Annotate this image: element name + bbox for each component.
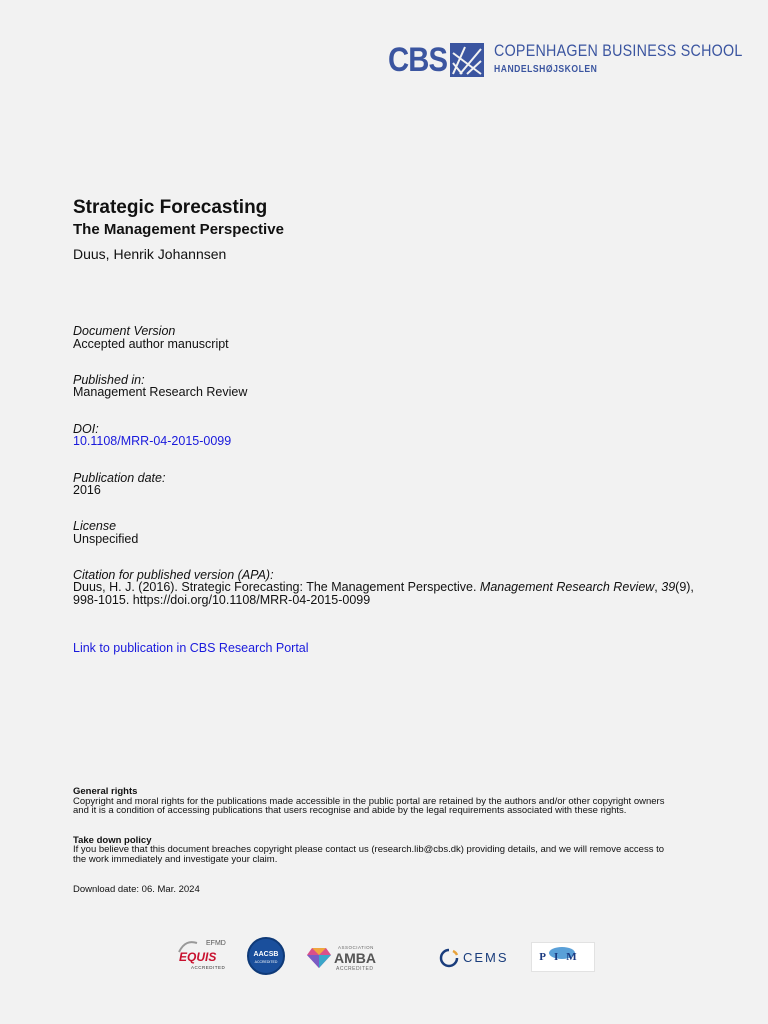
cbs-emblem-icon <box>450 43 484 77</box>
equis-efmd: EFMD <box>206 940 226 947</box>
general-rights-heading: General rights <box>73 786 138 797</box>
school-name: COPENHAGEN BUSINESS SCHOOL <box>494 41 743 60</box>
citation-line2: 998-1015. https://doi.org/10.1108/MRR-04-2015-0099 <box>73 593 371 607</box>
publication-date-value: 2016 <box>73 483 101 497</box>
download-date: Download date: 06. Mar. 2024 <box>73 884 200 895</box>
doi-label: DOI: <box>73 422 99 436</box>
takedown-line1: If you believe that this document breaches copyright please contact us (research.lib@cbs.dk) providing details, and we will remove access to <box>73 844 665 855</box>
citation-separator: , <box>654 580 662 594</box>
aacsb-logo <box>247 937 285 975</box>
published-in-value: Management Research Review <box>73 385 248 399</box>
cems-ring-icon <box>438 947 460 969</box>
equis-accredited: ACCREDITED <box>191 965 226 970</box>
logo-mark: CBS <box>388 41 448 79</box>
citation-text: Duus, H. J. (2016). Strategic Forecasting: The Management Perspective. <box>73 580 480 594</box>
amba-association: ASSOCIATION <box>338 945 374 950</box>
aacsb-accredited: ACCREDITED <box>254 960 278 964</box>
general-rights-line2: and it is a condition of accessing publications that users recognise and abide by the legal requirements associated with these rights. <box>73 805 627 816</box>
published-in-label: Published in: <box>73 373 145 387</box>
aacsb-text: AACSB <box>253 951 279 958</box>
pim-logo <box>531 942 595 972</box>
citation-journal: Management Research Review <box>479 580 655 594</box>
amba-gem-icon <box>306 947 332 969</box>
doi-link[interactable]: 10.1108/MRR-04-2015-0099 <box>73 434 232 448</box>
cems-text: CEMS <box>463 950 509 965</box>
citation-issue: (9), <box>675 580 694 594</box>
publication-subtitle: The Management Perspective <box>73 221 284 238</box>
equis-text: EQUIS <box>179 950 217 964</box>
document-version-label: Document Version <box>73 324 176 338</box>
citation-label: Citation for published version (APA): <box>73 568 274 582</box>
amba-accredited: ACCREDITED <box>336 966 374 972</box>
equis-logo <box>176 938 232 972</box>
cems-logo <box>438 947 514 969</box>
document-version-value: Accepted author manuscript <box>73 337 229 351</box>
license-label: License <box>73 519 117 533</box>
school-name-local: HANDELSHØJSKOLEN <box>494 64 598 75</box>
license-value: Unspecified <box>73 532 139 546</box>
portal-link[interactable]: Link to publication in CBS Research Portal <box>73 641 309 655</box>
publication-title: Strategic Forecasting <box>73 197 268 218</box>
takedown-heading: Take down policy <box>73 835 152 846</box>
citation-volume: 39 <box>661 580 676 594</box>
pim-text: PIM <box>539 951 585 963</box>
takedown-line2: the work immediately and investigate your claim. <box>73 854 278 865</box>
publication-date-label: Publication date: <box>73 471 166 485</box>
general-rights-line1: Copyright and moral rights for the publications made accessible in the public portal are retained by the authors and/or other copyright owners <box>73 796 665 807</box>
amba-text: AMBA <box>334 950 376 966</box>
publication-author: Duus, Henrik Johannsen <box>73 246 227 262</box>
amba-logo <box>306 943 382 973</box>
cbs-logo <box>388 40 743 80</box>
